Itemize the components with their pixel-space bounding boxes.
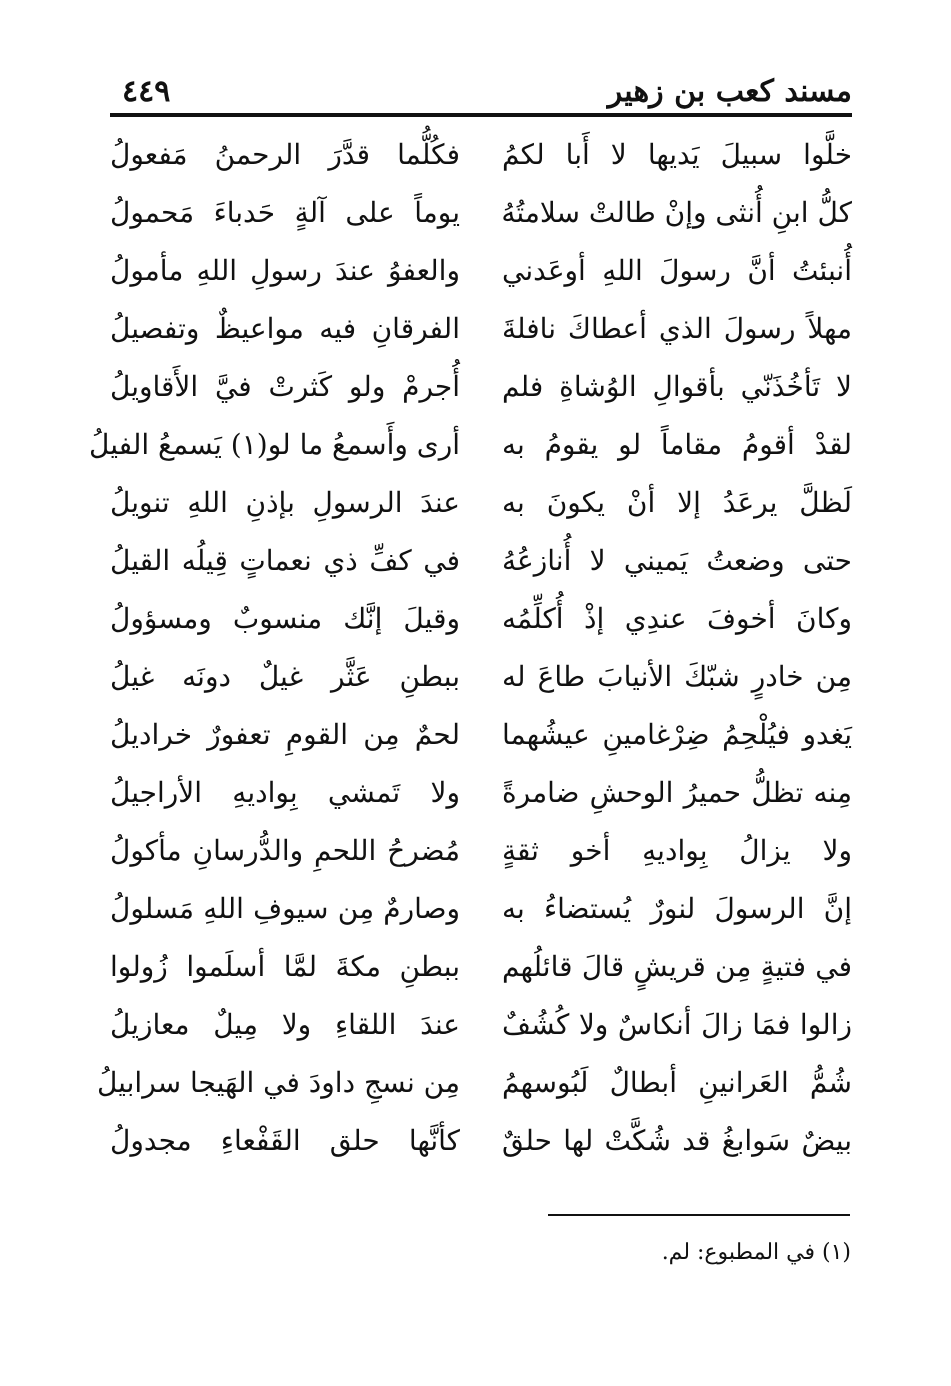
verse-first-hemistich: مِنه تظلُّ حميرُ الوحشِ ضامرةً — [502, 776, 852, 809]
verse-first-hemistich: في فتيةٍ مِن قريشٍ قالَ قائلُهم — [502, 950, 852, 983]
page-header — [110, 72, 852, 112]
verse-second-hemistich: في كفِّ ذي نعماتٍ قِيلُه القيلُ — [110, 544, 460, 577]
verse-line — [110, 590, 852, 648]
verse-first-hemistich: مهلاً رسولَ الذي أعطاكَ نافلةَ — [502, 312, 852, 345]
verse-line — [110, 648, 852, 706]
verse-second-hemistich: عندَ الرسولِ بإذنِ اللهِ تنويلُ — [110, 486, 460, 519]
verse-first-hemistich: لا تَأخُذَنّي بأقوالِ الوُشاةِ فلم — [502, 370, 852, 403]
verse-line — [110, 822, 852, 880]
verse-second-hemistich: الفرقانِ فيه مواعيظٌ وتفصيلُ — [110, 312, 460, 345]
verse-line — [110, 938, 852, 996]
verse-first-hemistich: أُنبئتُ أنَّ رسولَ اللهِ أوعَدني — [502, 254, 852, 287]
verse-second-hemistich: وقيلَ إنَّك منسوبٌ ومسؤولُ — [110, 602, 460, 635]
header-rule — [110, 113, 852, 117]
verse-line — [110, 184, 852, 242]
verse-second-hemistich: عندَ اللقاءِ ولا مِيلٌ معازيلُ — [110, 1008, 460, 1041]
verse-first-hemistich: مِن خادرٍ شبّكَ الأنيابَ طاعَ له — [502, 660, 852, 693]
running-title: مسند كعب بن زهير — [607, 74, 852, 109]
verse-line — [89, 416, 852, 474]
verse-line — [110, 1112, 852, 1170]
page-number: ٤٤٩ — [122, 74, 171, 109]
verse-first-hemistich: يَغدو فيُلْحِمُ ضِرْغامينِ عيشُهما — [502, 718, 852, 751]
verse-line — [110, 300, 852, 358]
verse-second-hemistich: مُضرحُ اللحمِ والدُّرسانِ مأكولُ — [110, 834, 460, 867]
verse-second-hemistich: فكُلُّما قدَّرَ الرحمنُ مَفعولُ — [110, 138, 460, 171]
verse-line — [110, 358, 852, 416]
verse-first-hemistich: شُمُّ العَرانينِ أبطالٌ لَبُوسهمُ — [502, 1066, 852, 1099]
verse-first-hemistich: حتى وضعتُ يَميني لا أُنازعُهُ — [502, 544, 852, 577]
verse-first-hemistich: زالوا فمَا زالَ أنكاسٌ ولا كُشُفٌ — [502, 1008, 852, 1041]
verse-second-hemistich: والعفوُ عندَ رسولِ اللهِ مأمولُ — [110, 254, 460, 287]
verse-first-hemistich: إنَّ الرسولَ لنورٌ يُستضاءُ به — [502, 892, 852, 925]
verse-second-hemistich: أُجرمْ ولو كَثرتْ فيَّ الأَقاويلُ — [110, 370, 460, 403]
verse-line — [96, 1054, 852, 1112]
verse-second-hemistich: لحمٌ مِن القومِ تعفورٌ خراديلُ — [110, 718, 460, 751]
footnote-rule — [548, 1214, 850, 1216]
verse-second-hemistich: أرى وأَسمعُ ما لو(١) يَسمعُ الفيلُ — [89, 428, 460, 461]
verse-second-hemistich: يوماً على آلةٍ حَدباءَ مَحمولُ — [110, 196, 460, 229]
verse-second-hemistich: كأنَّها حلق القَفْعاءِ مجدولُ — [110, 1124, 460, 1157]
verse-line — [110, 242, 852, 300]
verse-first-hemistich: كلُّ ابنِ أُنثى وإنْ طالتْ سلامتُهُ — [501, 196, 852, 229]
verse-line — [110, 532, 852, 590]
verse-first-hemistich: ولا يزالُ بِواديهِ أخو ثقةٍ — [502, 834, 852, 867]
verse-line — [110, 126, 852, 184]
verse-line — [110, 474, 852, 532]
verse-second-hemistich: مِن نسجِ داودَ في الهَيجا سرابيلُ — [96, 1066, 460, 1099]
verse-first-hemistich: خلَّوا سبيلَ يَديها لا أَبا لكمُ — [502, 138, 852, 171]
verse-second-hemistich: ولا تَمشي بِواديهِ الأراجيلُ — [110, 776, 460, 809]
verse-line — [110, 764, 852, 822]
verse-second-hemistich: ببطنِ مكةَ لمَّا أسلَموا زُولوا — [110, 950, 460, 983]
verse-second-hemistich: وصارمٌ مِن سيوفِ اللهِ مَسلولُ — [110, 892, 460, 925]
verse-first-hemistich: لقدْ أقومُ مقاماً لو يقومُ به — [502, 428, 852, 461]
verse-first-hemistich: بيضٌ سَوابغُ قد شُكَّتْ لها حلقٌ — [502, 1124, 852, 1157]
verse-first-hemistich: وكانَ أخوفَ عندِي إذْ أُكلِّمُه — [502, 602, 852, 635]
verse-line — [110, 880, 852, 938]
verse-line — [110, 706, 852, 764]
verse-first-hemistich: لَظلَّ يرعَدُ إلا أنْ يكونَ به — [502, 486, 852, 519]
verse-line — [110, 996, 852, 1054]
footnote: (١) في المطبوع: لم. — [661, 1240, 851, 1265]
poem-body — [89, 126, 852, 1170]
verse-second-hemistich: ببطنِ عَثَّر غيلٌ دونَه غيلُ — [110, 660, 460, 693]
